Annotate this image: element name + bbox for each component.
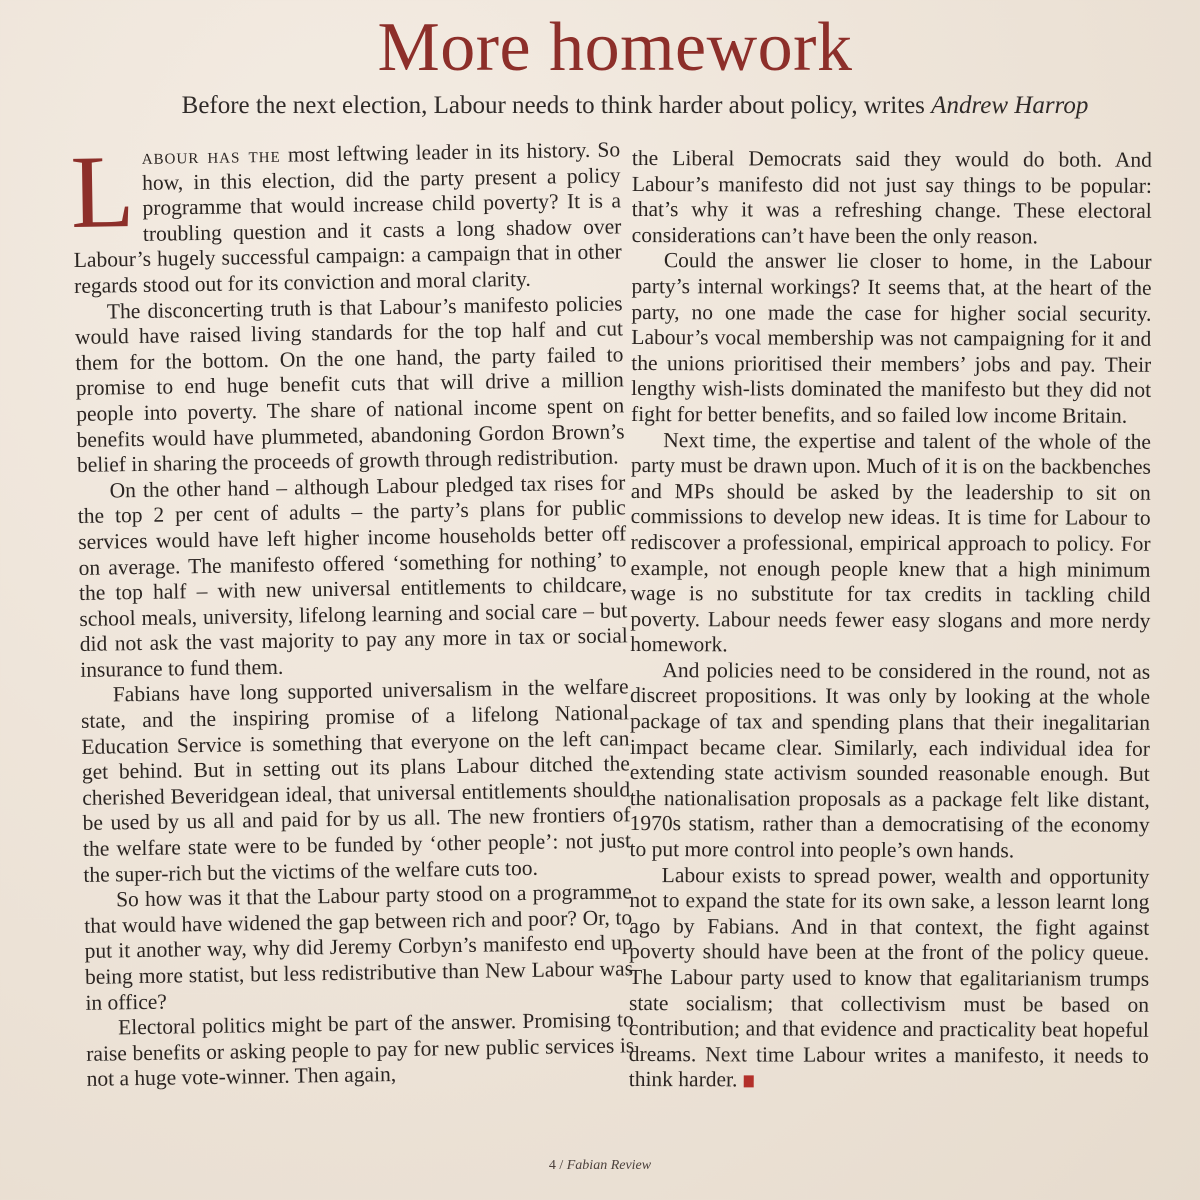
right-column <box>629 146 1152 1095</box>
body-paragraph: The disconcerting truth is that Labour’s manifesto policies would have raised living standards for the top half and cut them for the bottom. On the one hand, the party failed to promise to end huge benefit cuts that will drive a million people into poverty. The share of national income spent on benefits would have plummeted, abandoning Gordon Brown’s belief in sharing the proceeds of growth through redistribution. <box>74 290 625 478</box>
fabian-end-mark-icon <box>743 1076 753 1088</box>
lead-paragraph <box>69 134 622 299</box>
continuation-paragraph: the Liberal Democrats said they would do both. And Labour’s manifesto did not just say things to be popular: that’s why it was a refreshing change. These electoral considerations can’t have been the only reason. <box>631 146 1152 249</box>
left-column <box>69 134 635 1092</box>
standfirst-text: Before the next election, Labour needs to think harder about policy, writes <box>181 92 932 119</box>
final-text: Labour exists to spread power, wealth and opportunity not to expand the state for its own sake, a lesson learnt long ago by Fabians. And in that context, the fight against poverty should have been at the front of the policy queue. The Labour party used to know that egalitarianism trumps state socialism; that collectivism must be based on contribution; and that evidence and practicality beat hopeful dreams. Next time Labour writes a manifesto, it needs to think harder. <box>628 862 1150 1092</box>
publication-name: Fabian Review <box>566 1158 652 1173</box>
body-paragraph: Could the answer lie closer to home, in the Labour party’s internal workings? It seems that, at the heart of the party, no one made the case for higher social security. Labour’s vocal membership was not campaigning for it and the unions prioritised their members’ jobs and pay. Their lengthy wish-lists dominated the manifesto but they did not fight for better benefits, and so failed low income Britain. <box>631 248 1152 428</box>
body-paragraph: And policies need to be considered in the round, not as discreet propositions. It was only by looking at the whole package of tax and spending plans that their inegalitarian impact became clear. Similarly, each individual idea for extending state activism sounded reasonable enough. But the nationalisation proposals as a package felt like distant, 1970s statism, rather than a democratising of the economy to put more control into people’s own hands. <box>629 657 1151 863</box>
body-paragraph: Next time, the expertise and talent of the whole of the party must be drawn upon. Much of it is on the backbenches and MPs should be asked by the leadership to sit on commissions to develop new ideas. It is time for Labour to rediscover a professional, empirical approach to policy. For example, not enough people knew that a high minimum wage is no substitute for tax credits in tackling child poverty. Labour needs fewer easy slogans and more nerdy homework. <box>630 427 1152 657</box>
body-paragraph: Fabians have long supported universalism in the welfare state, and the inspiring promise of a lifelong National Education Service is something that everyone on the left can get behind. But in setting out its plans Labour ditched the cherished Beveridgean ideal, that universal entitlements should be used by us all and paid for by us all. The new frontiers of the welfare state were to be funded by ‘other people’: not just the super-rich but the victims of the welfare cuts too. <box>80 674 632 887</box>
article-title: More homework <box>377 9 853 86</box>
body-paragraph: Electoral politics might be part of the answer. Promising to raise benefits or asking people to pay for new public services is not a huge vote-winner. Then again, <box>86 1007 635 1092</box>
lead-text: most leftwing leader in its history. So how, in this election, did the party present a policy programme that would increase child poverty? It is a troubling question and it casts a long shadow over Labour’s hugely successful campaign: a campaign that in other regards stood out for its conviction and moral clarity. <box>73 137 622 298</box>
author-name: Andrew Harrop <box>931 92 1089 119</box>
lead-smallcaps: abour has the <box>141 142 281 169</box>
page-footer <box>0 1158 1200 1174</box>
article-standfirst <box>0 92 1200 120</box>
final-paragraph <box>629 863 1150 1095</box>
body-paragraph: On the other hand – although Labour pledged tax rises for the top 2 per cent of adults – the party’s plans for public services would have left higher income households better off on average. The manifesto offered ‘something for nothing’ to the top half – with new universal entitlements to childcare, school meals, university, lifelong learning and social care – but did not ask the vast majority to pay any more in tax or social insurance to fund them. <box>77 470 628 682</box>
page-number: 4 / <box>548 1158 567 1173</box>
body-paragraph: So how was it that the Labour party stood on a programme that would have widened the gap between rich and poor? Or, to put it another way, why did Jeremy Corbyn’s manifesto end up being more statist, but less redistributive than New Labour was in office? <box>84 879 634 1015</box>
drop-cap: L <box>69 134 136 251</box>
